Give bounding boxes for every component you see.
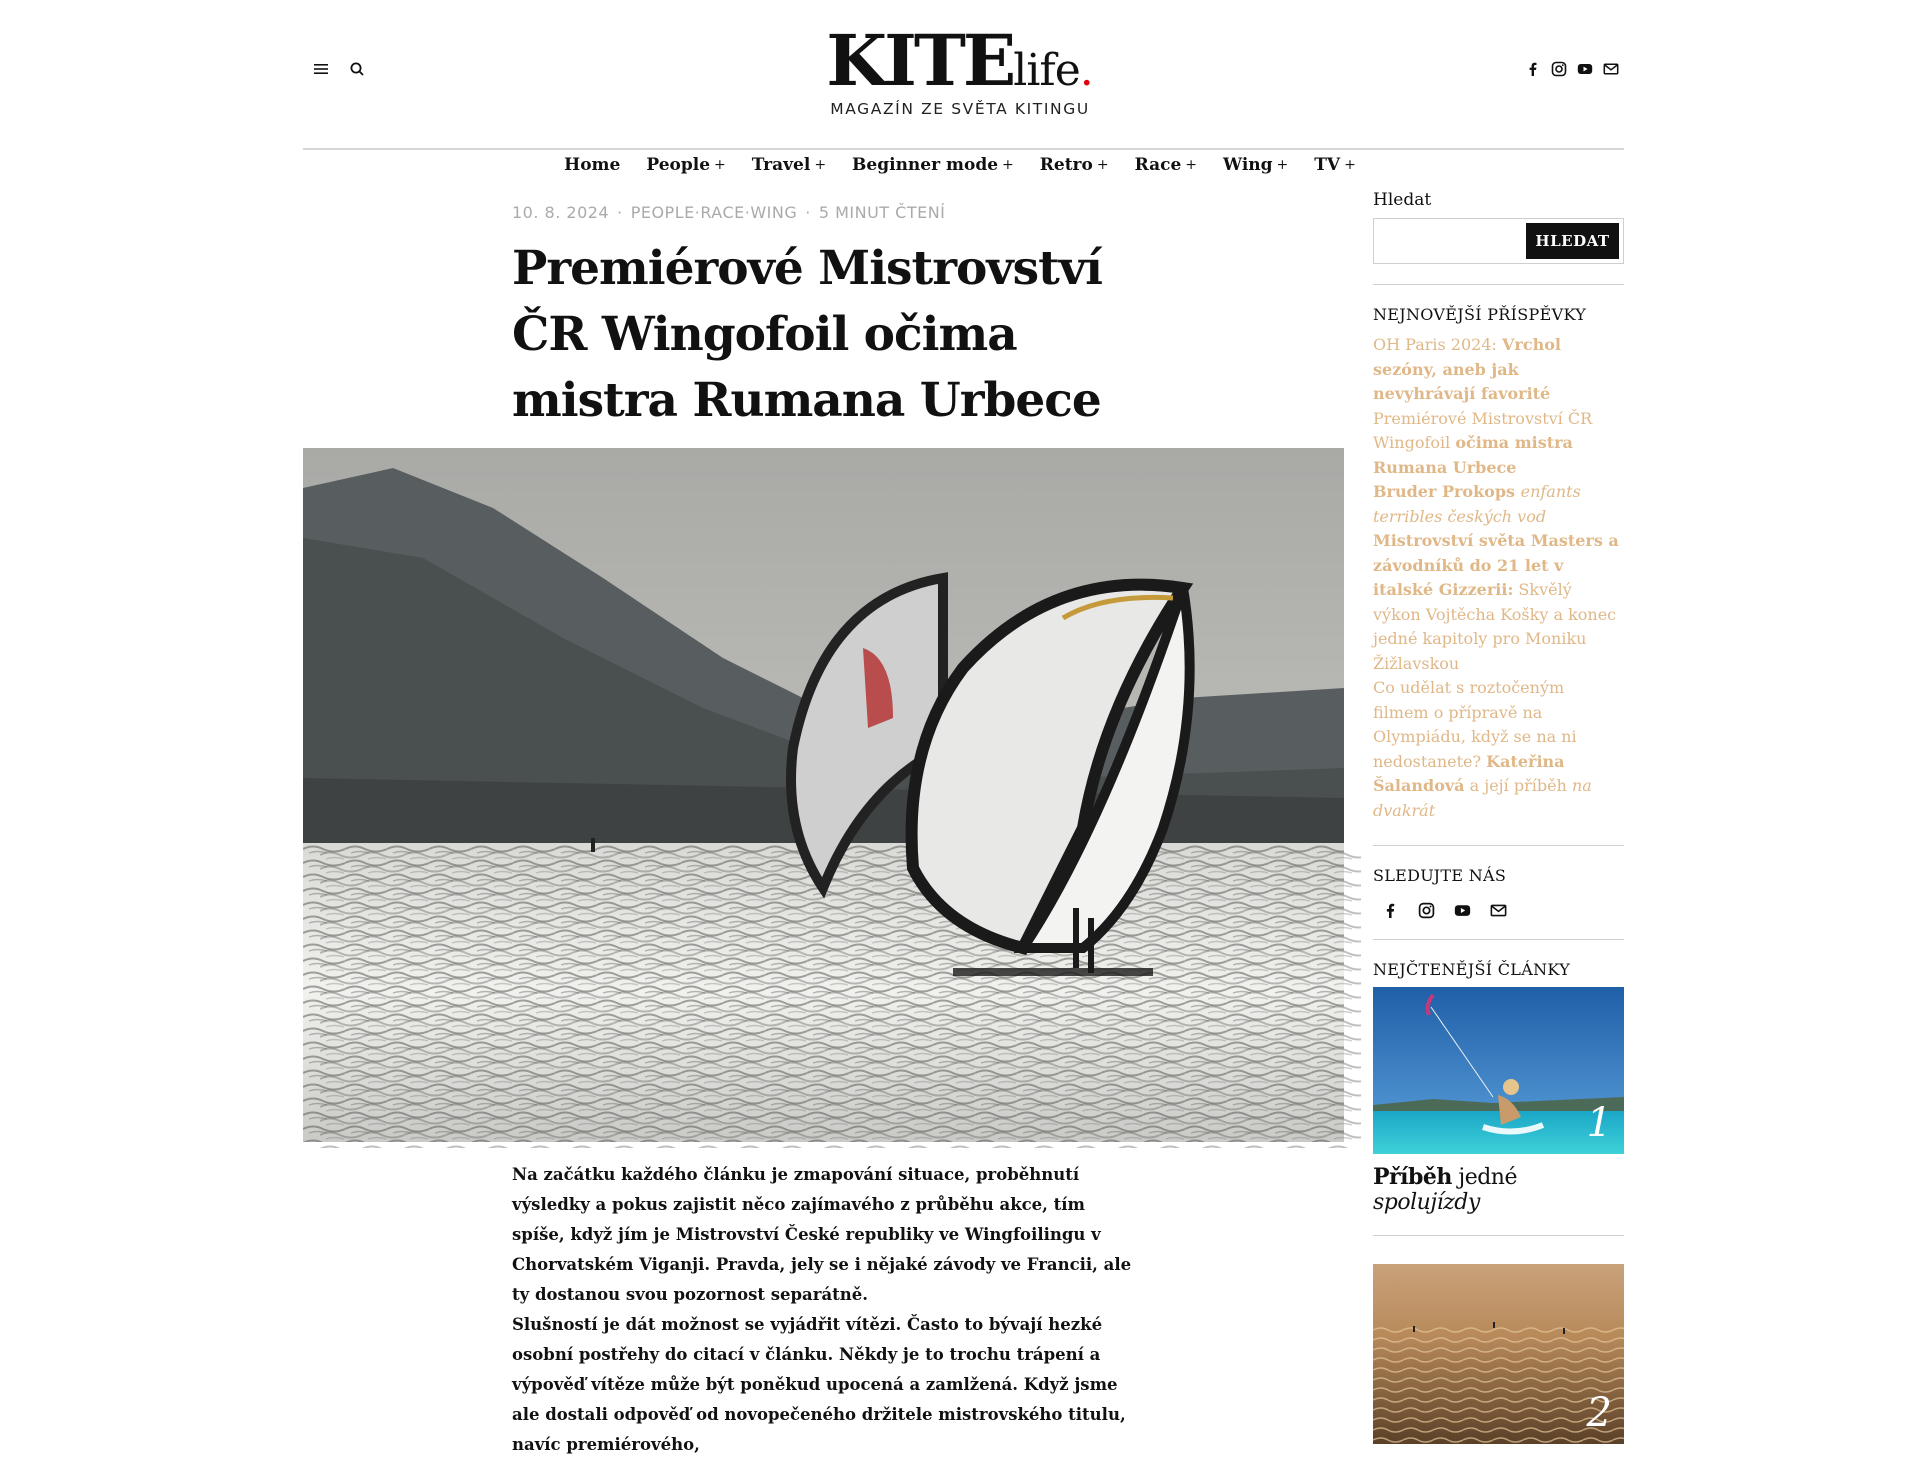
logo-life-text: life (1013, 45, 1080, 96)
popular-rank-number: 1 (1586, 1100, 1612, 1146)
nav-label: Home (564, 155, 621, 175)
search-input[interactable] (1376, 221, 1526, 261)
nav-item-beginner-mode[interactable] (852, 155, 1014, 175)
nav-item-people[interactable] (646, 155, 725, 175)
search-label: Hledat (1373, 190, 1432, 210)
expand-plus-icon: + (1096, 157, 1109, 173)
nav-label: Retro (1039, 155, 1093, 175)
logo-kite-text: KITE (826, 19, 1014, 102)
facebook-icon[interactable] (1381, 901, 1399, 919)
youtube-icon[interactable] (1453, 901, 1471, 919)
nav-item-race[interactable] (1135, 155, 1197, 175)
recent-posts-list (1373, 333, 1624, 823)
nav-label: Travel (751, 155, 811, 175)
link-bold-text: Bruder Prokops (1373, 482, 1521, 501)
link-light-text: OH Paris 2024: (1373, 335, 1502, 354)
follow-heading: SLEDUJTE NÁS (1373, 866, 1507, 885)
popular-rank-number: 2 (1586, 1390, 1612, 1436)
link-light-text: Co udělat s roztočeným filmem o přípravě na Olympiádu, když se na ni nedostanete? (1373, 678, 1577, 771)
expand-plus-icon: + (714, 157, 726, 173)
link-italic-text: na dvakrát (1373, 776, 1592, 820)
recent-post-link[interactable] (1373, 480, 1624, 529)
nav-item-travel[interactable] (752, 155, 826, 175)
article-meta (512, 203, 945, 222)
sidebar (1373, 190, 1624, 1444)
header-social (1524, 60, 1620, 78)
site-logo[interactable] (0, 19, 1920, 118)
nav-item-tv[interactable] (1314, 155, 1356, 175)
sidebar-divider (1373, 939, 1624, 940)
instagram-icon[interactable] (1417, 901, 1435, 919)
expand-plus-icon: + (1002, 157, 1014, 173)
recent-post-link[interactable] (1373, 529, 1624, 676)
article-body (512, 1160, 1137, 1460)
search-form (1373, 218, 1624, 264)
expand-plus-icon: + (1276, 157, 1289, 173)
popular-title-italic: spolujízdy (1373, 1190, 1480, 1215)
expand-plus-icon: + (1185, 157, 1198, 173)
popular-article-thumbnail[interactable] (1373, 987, 1624, 1154)
recent-post-link[interactable] (1373, 333, 1624, 407)
article-hero-image (303, 448, 1344, 1142)
link-light-text: Premiérové Mistrovství ČR Wingofoil (1373, 408, 1593, 452)
link-bold-text: Vrchol sezóny, aneb jak nevyhrávají favorité (1373, 335, 1561, 403)
meta-separator: · (617, 203, 623, 222)
nav-label: Wing (1223, 155, 1273, 175)
link-light-text: a její příběh (1464, 776, 1572, 795)
nav-label: Race (1134, 155, 1182, 175)
sidebar-divider (1373, 284, 1624, 285)
youtube-icon[interactable] (1576, 60, 1594, 78)
link-bold-text: očima mistra Rumana Urbece (1373, 433, 1573, 477)
nav-item-wing[interactable] (1223, 155, 1288, 175)
sidebar-divider (1373, 1235, 1624, 1236)
link-bold-text: Mistrovství světa Masters a závodníků do 21 let v italské Gizzerii: (1373, 531, 1619, 599)
expand-plus-icon: + (814, 157, 827, 173)
logo-dot: . (1079, 45, 1094, 96)
follow-social-icons (1373, 901, 1624, 919)
popular-title-light: jedné (1451, 1165, 1517, 1190)
instagram-icon[interactable] (1550, 60, 1568, 78)
popular-article-thumbnail[interactable] (1373, 1264, 1624, 1444)
title-light: Premiérové Mistrovství ČR Wingofoil (512, 241, 1102, 362)
article-paragraph: Na začátku každého článku je zmapování situace, proběhnutí výsledky a pokus zajistit něco zajímavého z průběhu akce, tím spíše, když jím je Mistrovství České republiky ve Wingfoilingu v Chorvatském Viganji. Pravda, jely se i nějaké závody ve Francii, ale ty dostanou svou pozornost separátně. (512, 1165, 1132, 1304)
nav-item-home[interactable] (564, 155, 620, 175)
popular-heading: NEJČTENĚJŠÍ ČLÁNKY (1373, 960, 1571, 979)
article-date: 10. 8. 2024 (512, 203, 610, 222)
header-divider (303, 148, 1624, 150)
link-light-text: Skvělý výkon Vojtěcha Košky a konec jedné kapitoly pro Moniku Žižlavskou (1373, 580, 1617, 673)
search-button[interactable]: HLEDAT (1526, 223, 1619, 259)
recent-heading: NEJNOVĚJŠÍ PŘÍSPĚVKY (1373, 305, 1587, 324)
mail-icon[interactable] (1489, 901, 1507, 919)
link-italic-text: enfants terribles českých vod (1373, 482, 1581, 526)
popular-title-bold: Příběh (1373, 1164, 1452, 1190)
recent-post-link[interactable] (1373, 407, 1624, 481)
article-title (512, 236, 1152, 434)
main-nav (0, 155, 1920, 175)
popular-article-title[interactable] (1373, 1164, 1624, 1215)
expand-plus-icon: + (1344, 157, 1356, 173)
nav-label: TV (1314, 155, 1341, 175)
title-bold: očima mistra Rumana Urbece (512, 307, 1101, 428)
link-bold-text: Kateřina Šalandová (1373, 751, 1565, 795)
logo-tagline: MAGAZÍN ZE SVĚTA KITINGU (830, 100, 1090, 118)
article-read-time: 5 MINUT ČTENÍ (818, 203, 946, 222)
hero-photo (303, 448, 1344, 1142)
recent-post-link[interactable] (1373, 676, 1624, 823)
article-categories[interactable]: PEOPLE·RACE·WING (630, 203, 798, 222)
sidebar-divider (1373, 845, 1624, 846)
facebook-icon[interactable] (1524, 60, 1542, 78)
article-paragraph: Slušností je dát možnost se vyjádřit vítězi. Často to bývají hezké osobní postřehy do citací v článku. Někdy je to trochu trápení a výpověď vítěze může být poněkud upocená a zamlžená. Když jsme ale dostali odpověď od novopečeného držitele mistrovského titulu, navíc premiérového, (512, 1315, 1126, 1454)
nav-label: People (646, 155, 711, 175)
mail-icon[interactable] (1602, 60, 1620, 78)
nav-label: Beginner mode (852, 155, 999, 175)
site-header (0, 0, 1920, 148)
nav-item-retro[interactable] (1040, 155, 1109, 175)
meta-separator: · (805, 203, 811, 222)
